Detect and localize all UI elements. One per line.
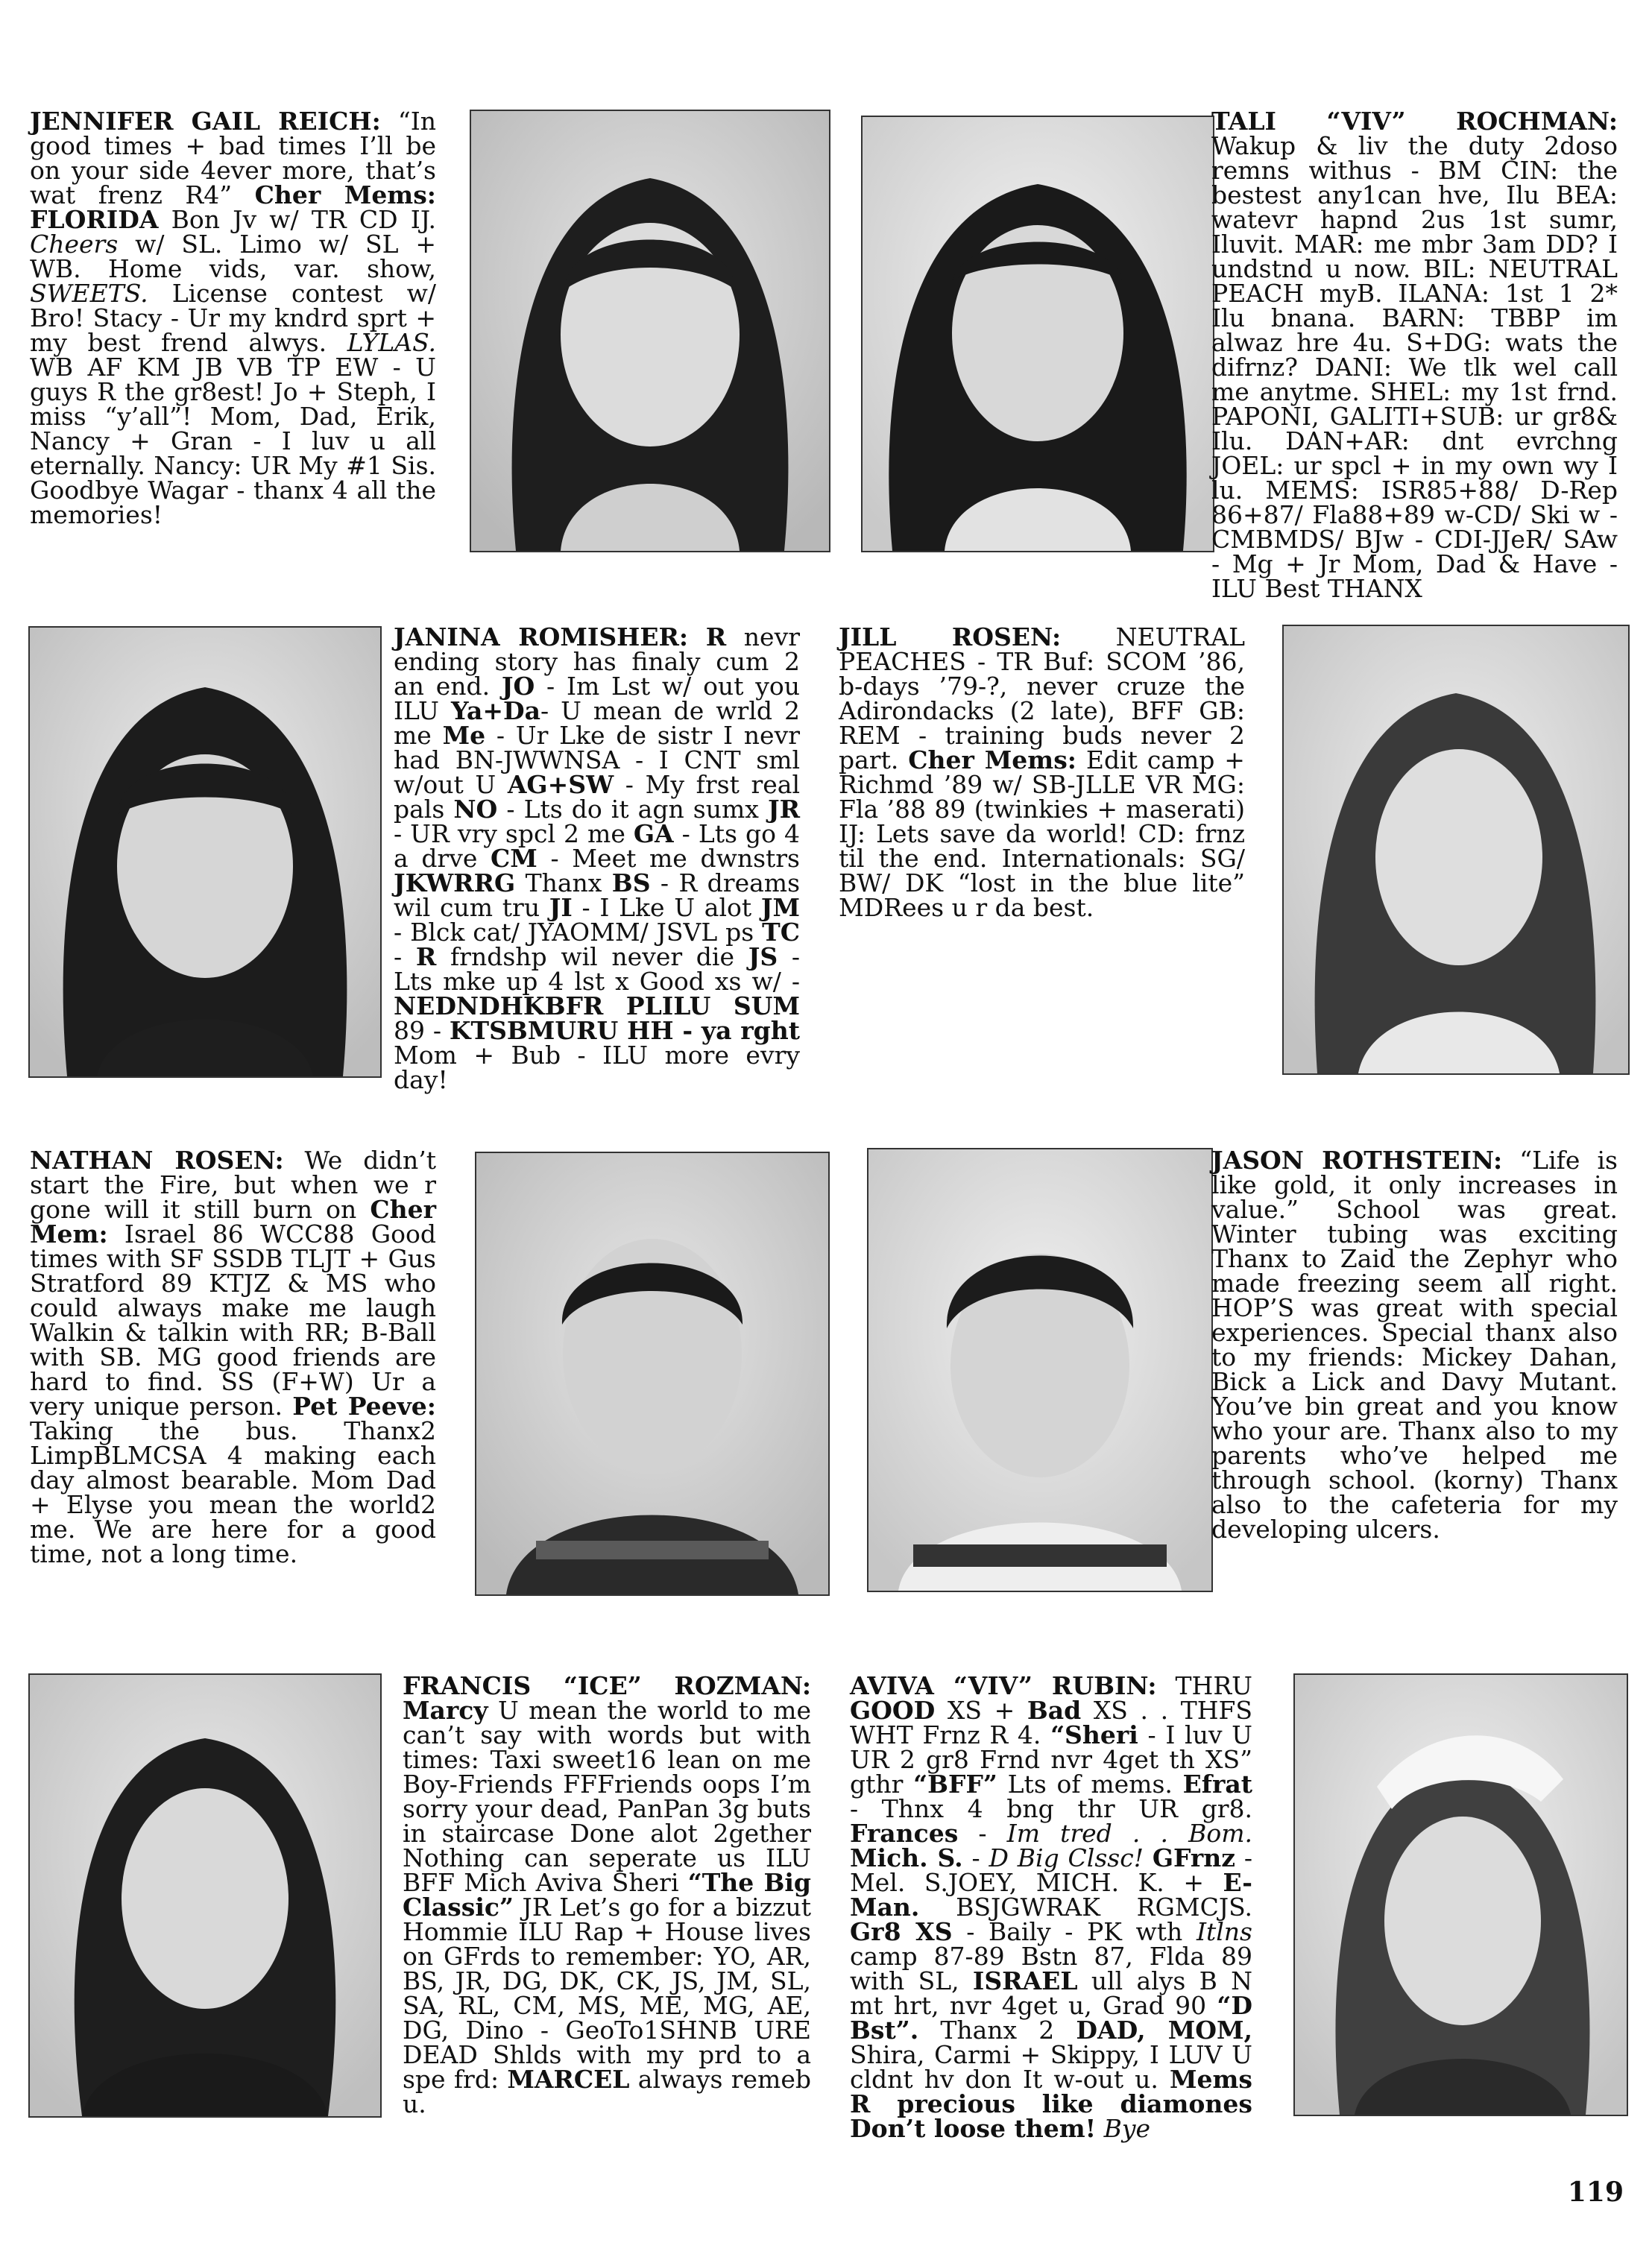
blurb-segment: “The Big Classic”	[403, 1868, 811, 1922]
blurb-segment: LYLAS.	[347, 328, 436, 357]
blurb-segment: Frances	[850, 1819, 959, 1848]
blurb-segment: Edit camp + Richmd ’89 w/ SB-JLLE VR MG: Fla ’88 89 (twinkies + maserati) IJ: Lets save da world! CD: frnz til the end. Internationals: SG/ BW/ DK “lost in the blue lite” MDRees u r da best.	[839, 745, 1245, 922]
blurb-segment: - Meet me dwnstrs	[537, 844, 800, 873]
blurb-segment: Shira, Carmi + Skippy, I LUV U cldnt hv don It w-out u.	[850, 2040, 1252, 2094]
blurb-segment: U mean the world to me can’t say with words but with times: Taxi sweet16 lean on me Boy-Friends FFFriends oops I’m sorry your dead, PanPan 3g buts in staircase Done alot 2gether Nothing can seperate us ILU BFF Mich Aviva Sheri	[403, 1696, 811, 1897]
blurb-segment: MARCEL	[507, 2065, 630, 2094]
blurb-segment: License contest w/ Bro! Stacy - Ur my kndrd sprt + my best frend alwys.	[30, 279, 436, 357]
blurb-segment: “BFF”	[913, 1770, 997, 1799]
blurb-segment: - Lts do it agn sumx	[497, 795, 768, 824]
blurb-segment: JI	[549, 893, 573, 922]
blurb-segment: w/ SL. Limo w/ SL + WB. Home vids, var. show,	[30, 230, 436, 283]
blurb-segment: nevr ending story has finaly cum 2 an end.	[394, 622, 800, 701]
blurb-segment: Ya+Da	[450, 696, 540, 725]
blurb-segment: Taking the bus. Thanx2 LimpBLMCSA 4 making each day almost bearable. Mom Dad + Elyse you mean the world2 me. We are here for a good time, not a long time.	[30, 1416, 436, 1568]
blurb-segment: WB AF KM JB VB TP EW - U guys R the gr8est! Jo + Steph, I miss “y’all”! Mom, Dad, Erik, Nancy + Gran - I luv u all eternally. Nancy: UR My #1 Sis. Goodbye Wagar - thanx 4 all the memories!	[30, 353, 436, 529]
blurb-jason-rothstein	[1211, 1146, 1618, 1544]
blurb-aviva-rubin	[850, 1673, 1252, 2141]
blurb-segment: camp 87-89 Bstn 87, Flda 89 with SL,	[850, 1942, 1252, 1995]
blurb-segment: “In good times + bad times I’ll be on your side 4ever more, that’s wat frenz R4”	[30, 107, 436, 209]
blurb-segment: Thanx	[515, 868, 612, 897]
student-name: JENNIFER GAIL REICH:	[30, 107, 381, 136]
blurb-segment: Pet Peeve:	[292, 1392, 436, 1421]
blurb-segment: “Sheri	[1050, 1720, 1138, 1749]
blurb-segment: Bye	[1103, 2114, 1151, 2143]
blurb-segment: ull alys B N mt hrt, nvr 4get u, Grad 90	[850, 1966, 1252, 2020]
blurb-segment: Efrat	[1182, 1770, 1252, 1799]
student-name: JASON ROTHSTEIN:	[1211, 1146, 1503, 1175]
blurb-segment: Mems R precious like diamones Don’t loose them!	[850, 2065, 1252, 2143]
portrait-aviva-rubin	[1293, 1673, 1628, 2116]
blurb-segment: THRU	[1156, 1671, 1252, 1700]
blurb-segment: R	[705, 622, 727, 651]
blurb-segment: Cher Mem:	[30, 1195, 436, 1249]
blurb-segment: R	[415, 942, 437, 971]
portrait-jill-rosen	[1282, 625, 1630, 1075]
blurb-segment: -	[394, 942, 416, 971]
blurb-segment: - UR vry spcl 2 me	[394, 819, 634, 848]
blurb-segment: JKWRRG	[394, 868, 516, 897]
blurb-segment: BS	[611, 868, 651, 897]
blurb-segment: - Mel. S.JOEY, MICH. K. +	[850, 1843, 1252, 1897]
blurb-segment: CM	[491, 844, 537, 873]
blurb-jennifer-reich	[30, 109, 436, 527]
blurb-segment: - I luv U UR 2 gr8 Frnd nvr 4get th XS” gthr	[850, 1720, 1252, 1799]
portrait-francis-rozman	[28, 1673, 382, 2118]
blurb-segment: Israel 86 WCC88 Good times with SF SSDB TLJT + Gus Stratford 89 KTJZ & MS who could always make me laugh Walkin & talkin with RR; B-Ball with SB. MG good friends are hard to find. SS (F+W) Ur a very unique person.	[30, 1219, 436, 1421]
portrait-tali-rochman	[861, 116, 1214, 552]
blurb-segment: Gr8 XS	[850, 1917, 953, 1946]
blurb-segment: Cher Mems: FLORIDA	[30, 180, 436, 234]
blurb-segment: Me	[442, 721, 486, 750]
blurb-segment: JO	[501, 672, 535, 701]
blurb-segment: frndshp wil never die	[436, 942, 748, 971]
blurb-segment: JR Let’s go for a bizzut Hommie ILU Rap + House lives on GFrds to remember: YO, AR, BS, JR, DG, DK, CK, JS, JM, SL, SA, RL, CM, MS, ME, MG, AE, DG, Dino - GeoTo1SHNB URE DEAD Shlds with my prd to a spe frd:	[403, 1893, 811, 2094]
blurb-segment: NEUTRAL PEACHES - TR Buf: SCOM ’86, b-days ’79-?, never cruze the Adirondacks (2 late), BFF GB: REM - training buds never 2 part.	[839, 622, 1245, 774]
portrait-janina-romisher	[28, 626, 382, 1078]
student-name: JANINA ROMISHER:	[394, 622, 689, 651]
blurb-segment: XS . . THFS WHT Frnz R 4.	[850, 1696, 1252, 1749]
blurb-segment: always remeb u.	[403, 2065, 811, 2118]
blurb-segment: Marcy	[403, 1696, 488, 1725]
portrait-nathan-rosen	[475, 1152, 830, 1596]
blurb-segment: E-Man.	[850, 1868, 1252, 1922]
student-name: TALI “VIV” ROCHMAN:	[1211, 107, 1618, 136]
blurb-nathan-rosen	[30, 1148, 436, 1566]
blurb-segment: KTSBMURU HH - ya rght	[449, 1016, 800, 1045]
blurb-janina-romisher	[394, 622, 801, 1094]
blurb-segment: - I Lke U alot	[572, 893, 761, 922]
blurb-segment: “Life is like gold, it only increases in value.” School was great. Winter tubing was exciting Thanx to Zaid the Zephyr who made freezing seem all right. HOP’S was great with special experiences. Special thanx also to my friends: Mickey Dahan, Bick a Lick and Davy Mutant. You’ve bin great and you know who your are. Thanx also to my parents who’ve helped me through school. (korny) Thanx also to the cafeteria for my developing ulcers.	[1211, 1146, 1618, 1544]
blurb-segment: TC	[762, 918, 800, 947]
blurb-segment: Bad	[1027, 1696, 1082, 1725]
student-name: NATHAN ROSEN:	[30, 1146, 284, 1175]
blurb-segment: - Ur Lke de sistr I nevr had BN-JWWNSA - I CNT sml w/out U	[394, 721, 800, 799]
blurb-segment: - Baily - PK wth	[952, 1917, 1197, 1946]
page-number: 119	[1567, 2177, 1624, 2208]
blurb-segment: ISRAEL	[972, 1966, 1078, 1995]
blurb-segment: DAD, MOM,	[1076, 2016, 1252, 2045]
blurb-segment: BSJGWRAK RGMCJS.	[919, 1893, 1252, 1922]
blurb-segment: - Im Lst w/ out you ILU	[394, 672, 800, 725]
blurb-segment: “D Bst”.	[850, 1991, 1252, 2045]
blurb-segment: -	[958, 1819, 1007, 1848]
blurb-segment: Cheers	[30, 230, 119, 259]
blurb-segment: - Thnx 4 bng thr UR gr8.	[850, 1794, 1252, 1823]
blurb-segment: GA	[633, 819, 674, 848]
blurb-segment: Bon Jv w/ TR CD IJ.	[158, 205, 436, 234]
student-name: AVIVA “VIV” RUBIN:	[850, 1671, 1157, 1700]
blurb-segment: - Blck cat/ JYAOMM/ JSVL ps	[394, 918, 763, 947]
blurb-segment: AG+SW	[507, 770, 614, 799]
blurb-segment: -	[962, 1843, 989, 1872]
blurb-segment: - My frst real pals	[394, 770, 800, 824]
blurb-segment: GOOD	[850, 1696, 936, 1725]
blurb-segment: Itlns	[1196, 1917, 1252, 1946]
blurb-jill-rosen	[839, 622, 1245, 922]
blurb-francis-rozman	[403, 1673, 811, 2116]
blurb-segment: Wakup & liv the duty 2doso remns withus - BM CIN: the bestest any1can hve, Ilu BEA: watevr hapnd 2us 1st sumr, Iluvit. MAR: me mbr 3am DD? I undstnd u now. BIL: NEUTRAL PEACH myB. ILANA: 1st 1 2* Ilu bnana. BARN: TBBP im alwaz hre 4u. S+DG: wats the difrnz? DANI: We tlk wel call me anytme. SHEL: my 1st frnd. PAPONI, GALITI+SUB: ur gr8& Ilu. DAN+AR: dnt evrchng JOEL: ur spcl + in my own wy I lu. MEMS: ISR85+88/ D-Rep 86+87/ Fla88+89 w-CD/ Ski w - CMBMDS/ BJw - CDI-JJeR/ SAw - Mg + Jr Mom, Dad & Have - ILU Best THANX	[1211, 131, 1618, 603]
blurb-segment: JM	[760, 893, 800, 922]
blurb-segment: GFrnz	[1152, 1843, 1235, 1872]
blurb-segment: Mich. S.	[850, 1843, 963, 1872]
blurb-segment	[1096, 2114, 1104, 2143]
blurb-segment: NEDNDHKBFR PLILU SUM	[394, 991, 800, 1020]
student-name: FRANCIS “ICE” ROZMAN:	[403, 1671, 811, 1700]
blurb-segment: 89 -	[394, 1016, 450, 1045]
blurb-segment: - U mean de wrld 2 me	[394, 696, 800, 750]
blurb-tali-rochman	[1211, 109, 1618, 601]
blurb-segment: - R dreams wil cum tru	[394, 868, 800, 922]
blurb-segment: Lts of mems.	[997, 1770, 1183, 1799]
portrait-jason-rothstein	[867, 1148, 1213, 1592]
blurb-segment: - Lts go 4 a drve	[394, 819, 800, 873]
blurb-segment: XS +	[935, 1696, 1027, 1725]
blurb-segment: Cher Mems:	[908, 745, 1076, 774]
student-name: JILL ROSEN:	[839, 622, 1062, 651]
blurb-segment: Im tred . . Bom.	[1006, 1819, 1252, 1848]
blurb-segment: JS	[748, 942, 778, 971]
blurb-segment: Mom + Bub - ILU more evry day!	[394, 1041, 800, 1094]
blurb-segment: Thanx 2	[918, 2016, 1076, 2045]
blurb-segment: NO	[453, 795, 498, 824]
blurb-segment: - Lts mke up 4 lst x Good xs w/ -	[394, 942, 801, 996]
blurb-segment: We didn’t start the Fire, but when we r gone will it still burn on	[30, 1146, 436, 1224]
portrait-jennifer-reich	[470, 110, 830, 552]
blurb-segment: SWEETS.	[30, 279, 148, 308]
blurb-segment: D Big Clssc!	[989, 1843, 1144, 1872]
blurb-segment: JR	[767, 795, 801, 824]
